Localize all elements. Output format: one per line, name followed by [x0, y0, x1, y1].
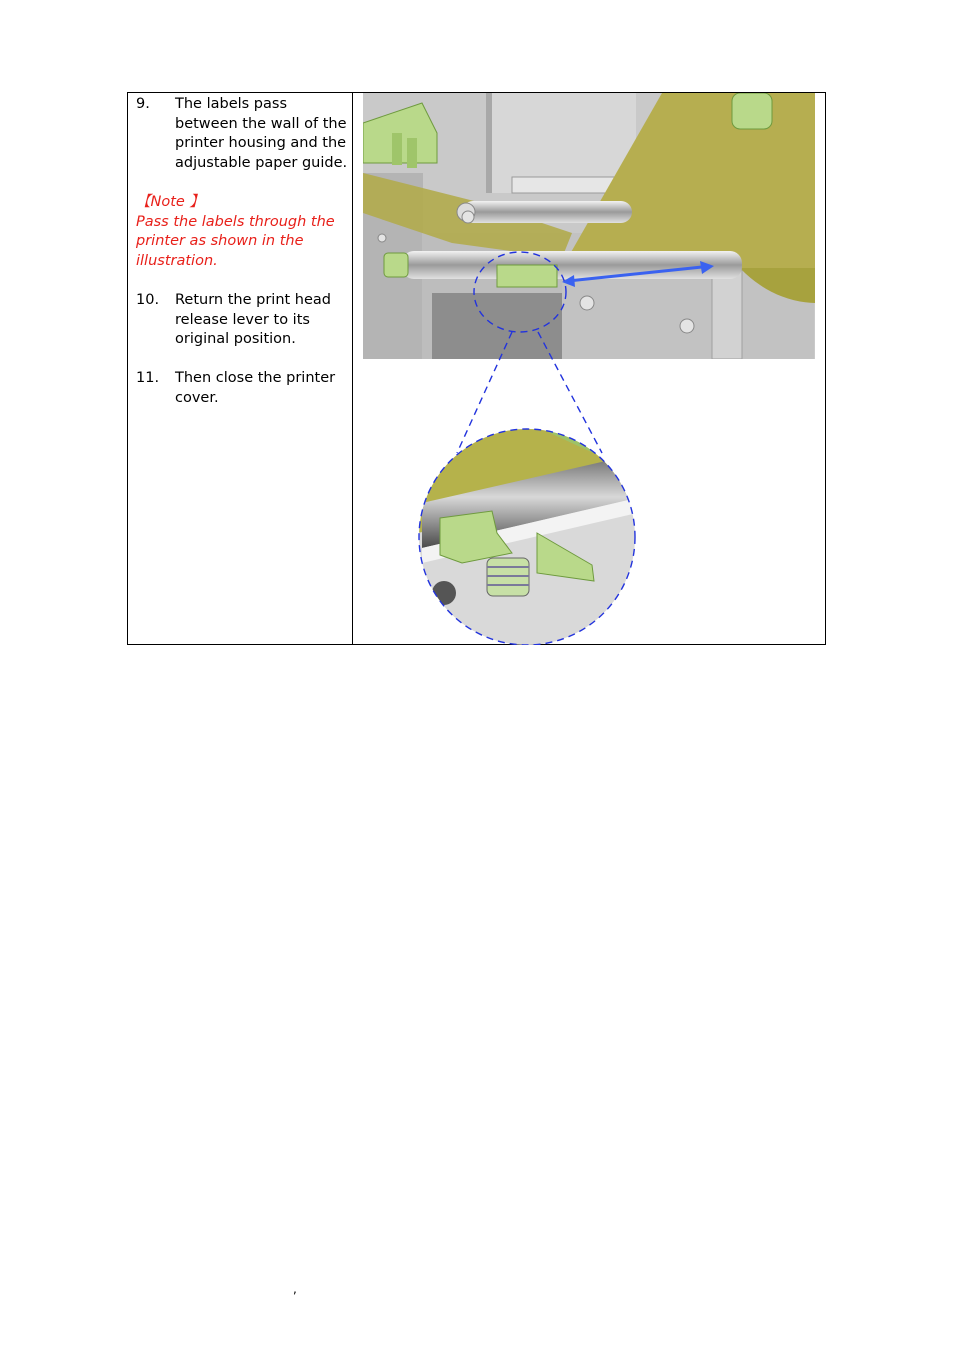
- step-11: [136, 369, 350, 408]
- instruction-table: [127, 92, 826, 645]
- printer-photo: [363, 93, 826, 359]
- text-column: [136, 93, 350, 409]
- step-number: 9.: [136, 96, 150, 112]
- step-text: The labels pass between the wall of the printer housing and the adjustable paper guide.: [175, 96, 348, 171]
- step-10: [136, 291, 350, 350]
- note-title: 【Note 】: [136, 193, 204, 210]
- footer-mark: ,: [293, 1282, 297, 1296]
- step-number: 10.: [136, 291, 160, 308]
- printer-paper-path-illustration: [362, 93, 826, 645]
- step-text: Return the print head release lever to its original position.: [175, 291, 332, 348]
- column-divider: [352, 93, 353, 644]
- step-9: [136, 95, 350, 173]
- note-body: Pass the labels through the printer as shown in the illustration.: [136, 213, 335, 269]
- step-number: 11.: [136, 370, 160, 387]
- step-text: Then close the printer cover.: [175, 370, 336, 406]
- figure-cell: [362, 93, 826, 645]
